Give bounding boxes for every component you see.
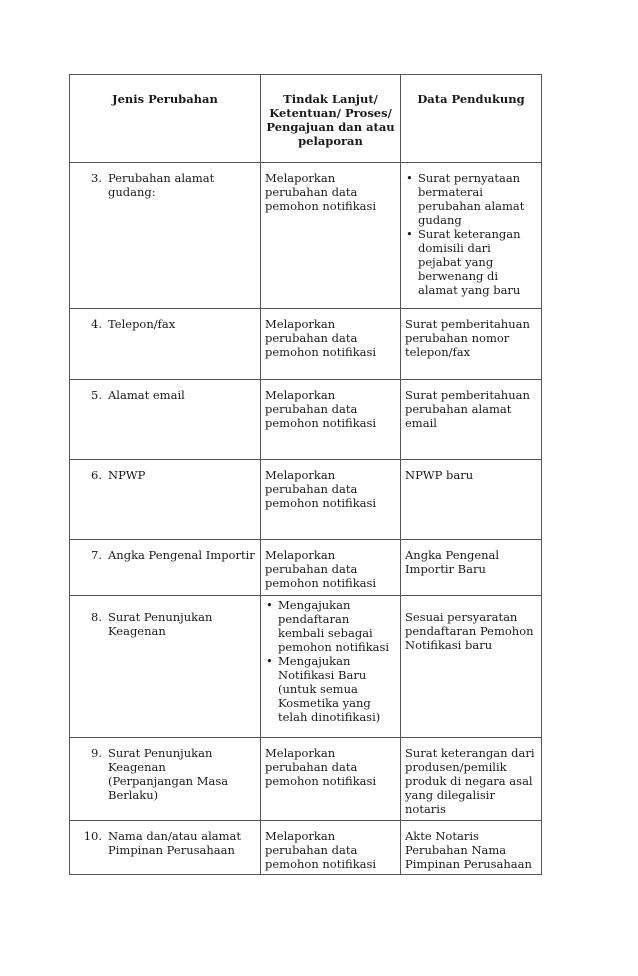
cell-jenis <box>70 738 261 821</box>
table-row <box>70 460 542 540</box>
jenis-text: Telepon/fax <box>108 317 176 331</box>
table-row <box>70 163 542 309</box>
cell-tindak: Melaporkan perubahan data pemohon notifikasi <box>261 380 401 460</box>
cell-jenis <box>70 163 261 309</box>
cell-jenis <box>70 540 261 596</box>
row-number: 7. <box>91 548 102 562</box>
jenis-text: Alamat email <box>108 388 185 402</box>
cell-jenis <box>70 460 261 540</box>
cell-tindak: Melaporkan perubahan data pemohon notifikasi <box>261 309 401 380</box>
table-row <box>70 309 542 380</box>
table-row <box>70 380 542 460</box>
cell-data: Surat pemberitahuan perubahan nomor telepon/fax <box>401 309 542 380</box>
tindak-list <box>265 598 396 724</box>
cell-tindak: Melaporkan perubahan data pemohon notifikasi <box>261 163 401 309</box>
change-requirements-table <box>69 74 542 875</box>
cell-data: Surat keterangan dari produsen/pemilik produk di negara asal yang dilegalisir notaris <box>401 738 542 821</box>
table-row <box>70 738 542 821</box>
table-row <box>70 540 542 596</box>
header-data-pendukung: Data Pendukung <box>401 75 542 163</box>
cell-data: Angka Pengenal Importir Baru <box>401 540 542 596</box>
jenis-text: Nama dan/atau alamat Pimpinan Perusahaan <box>108 829 242 857</box>
table-row <box>70 596 542 738</box>
row-number: 10. <box>83 829 102 843</box>
row-number: 9. <box>91 746 102 760</box>
cell-tindak: Melaporkan perubahan data pemohon notifikasi <box>261 460 401 540</box>
cell-jenis <box>70 596 261 738</box>
cell-tindak: Melaporkan perubahan data pemohon notifikasi <box>261 540 401 596</box>
table-row <box>70 821 542 875</box>
list-item: • Mengajukan Notifikasi Baru (untuk semua Kosmetika yang telah dinotifikasi) <box>278 654 396 724</box>
cell-data <box>401 163 542 309</box>
cell-jenis <box>70 380 261 460</box>
cell-tindak: Melaporkan perubahan data pemohon notifikasi <box>261 738 401 821</box>
cell-tindak <box>261 596 401 738</box>
jenis-text: Angka Pengenal Importir <box>108 548 255 562</box>
row-number: 4. <box>91 317 102 331</box>
row-number: 3. <box>91 171 102 185</box>
data-list <box>405 171 537 297</box>
cell-data: Akte Notaris Perubahan Nama Pimpinan Perusahaan <box>401 821 542 875</box>
list-item: • Surat pernyataan bermaterai perubahan alamat gudang <box>418 171 537 227</box>
header-tindak-lanjut: Tindak Lanjut/ Ketentuan/ Proses/ Pengajuan dan atau pelaporan <box>261 75 401 163</box>
row-number: 6. <box>91 468 102 482</box>
row-number: 8. <box>91 610 102 624</box>
cell-data: NPWP baru <box>401 460 542 540</box>
jenis-text: Surat Penunjukan Keagenan (Perpanjangan Masa Berlaku) <box>108 746 229 802</box>
jenis-text: Surat Penunjukan Keagenan <box>108 610 213 638</box>
cell-jenis <box>70 821 261 875</box>
row-number: 5. <box>91 388 102 402</box>
jenis-text: NPWP <box>108 468 146 482</box>
cell-tindak: Melaporkan perubahan data pemohon notifikasi <box>261 821 401 875</box>
jenis-text: Perubahan alamat gudang: <box>108 171 215 199</box>
header-row <box>70 75 542 163</box>
cell-jenis <box>70 309 261 380</box>
header-jenis-perubahan: Jenis Perubahan <box>70 75 261 163</box>
list-item: • Surat keterangan domisili dari pejabat yang berwenang di alamat yang baru <box>418 227 537 297</box>
list-item: • Mengajukan pendaftaran kembali sebagai pemohon notifikasi <box>278 598 396 654</box>
cell-data: Surat pemberitahuan perubahan alamat email <box>401 380 542 460</box>
cell-data: Sesuai persyaratan pendaftaran Pemohon Notifikasi baru <box>401 596 542 738</box>
